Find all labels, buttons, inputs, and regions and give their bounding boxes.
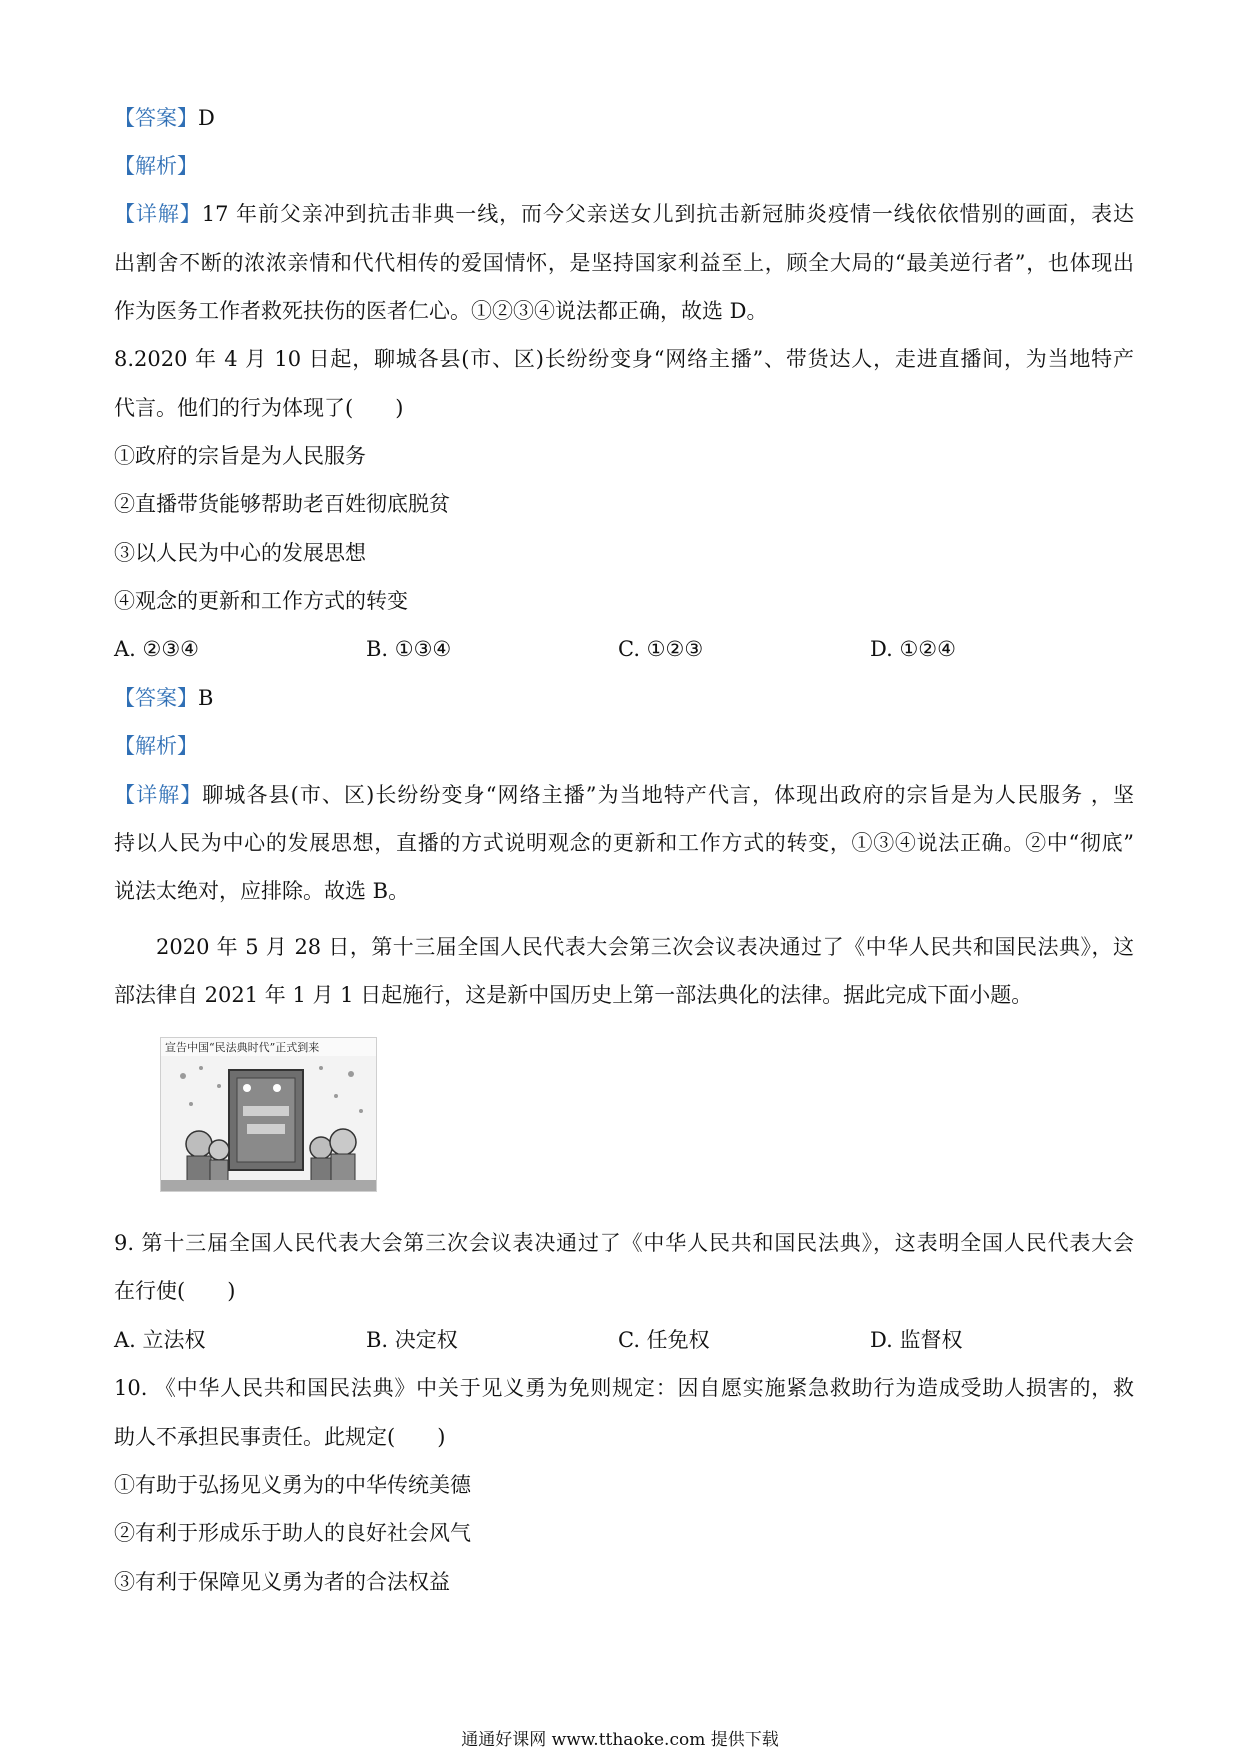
detail-tag: 【详解】 [114,202,202,226]
q8-statement-4: ④观念的更新和工作方式的转变 [114,589,408,613]
q10-stem-line-2: 助人不承担民事责任。此规定( ) [114,1425,446,1449]
q9-option-a: A. 立法权 [114,1328,206,1352]
q9-stem-line-2: 在行使( ) [114,1279,236,1303]
detail-text: 聊城各县(市、区)长纷纷变身“网络主播”为当地特产代言，体现出政府的宗旨是为人民服务 ，坚 [202,783,1135,807]
material-line-1: 2020 年 5 月 28 日，第十三届全国人民代表大会第三次会议表决通过了《中华人民共和国民法典》，这 [156,935,1134,959]
cartoon-illustration [161,1056,376,1191]
answer-value: B [198,686,214,710]
q10-stem-line-1: 10. 《中华人民共和国民法典》中关于见义勇为免则规定：因自愿实施紧急救助行为造成受助人损害的，救 [114,1376,1134,1400]
q8-answer [114,683,1134,713]
q8-detail-line-2: 持以人民为中心的发展思想，直播的方式说明观念的更新和工作方式的转变，①③④说法正确。②中“彻底” [114,831,1134,855]
q8-option-a: A. ②③④ [114,637,199,661]
material-line-2: 部法律自 2021 年 1 月 1 日起施行，这是新中国历史上第一部法典化的法律。据此完成下面小题。 [114,983,1033,1007]
answer-tag: 【答案】 [114,106,198,130]
q8-statement-2: ②直播带货能够帮助老百姓彻底脱贫 [114,492,450,516]
q7-detail-line-3: 作为医务工作者救死扶伤的医者仁心。①②③④说法都正确，故选 D。 [114,299,768,323]
q9-option-d: D. 监督权 [870,1328,963,1352]
answer-value: D [198,106,215,130]
figure-caption: 宣告中国“民法典时代”正式到来 [165,1041,320,1054]
q8-statement-3: ③以人民为中心的发展思想 [114,541,366,565]
q7-analysis-tag: 【解析】 [114,154,198,178]
q7-detail-line-2: 出割舍不断的浓浓亲情和代代相传的爱国情怀，是坚持国家利益至上，顾全大局的“最美逆行者”，也体现出 [114,251,1134,275]
q8-option-b: B. ①③④ [366,637,452,661]
q8-detail-line-3: 说法太绝对，应排除。故选 B。 [114,879,410,903]
q10-statement-1: ①有助于弘扬见义勇为的中华传统美德 [114,1473,471,1497]
q7-detail-line-1 [114,199,1134,229]
q10-statement-3: ③有利于保障见义勇为者的合法权益 [114,1570,450,1594]
q8-analysis-tag: 【解析】 [114,734,198,758]
page-footer: 通通好课网 www.tthaoke.com 提供下载 [461,1730,779,1750]
q8-detail-line-1 [114,780,1134,810]
civil-code-illustration [160,1037,377,1192]
q7-answer [114,103,1134,133]
q8-stem-line-1: 8.2020 年 4 月 10 日起，聊城各县(市、区)长纷纷变身“网络主播”、带货达人，走进直播间，为当地特产 [114,347,1134,371]
q10-statement-2: ②有利于形成乐于助人的良好社会风气 [114,1521,471,1545]
q9-option-b: B. 决定权 [366,1328,458,1352]
q9-stem-line-1: 9. 第十三届全国人民代表大会第三次会议表决通过了《中华人民共和国民法典》，这表明全国人民代表大会 [114,1231,1134,1255]
answer-tag: 【答案】 [114,686,198,710]
detail-text: 17 年前父亲冲到抗击非典一线，而今父亲送女儿到抗击新冠肺炎疫情一线依依惜别的画面，表达 [201,202,1134,226]
detail-tag: 【详解】 [114,783,203,807]
q8-option-d: D. ①②④ [870,637,956,661]
q9-option-c: C. 任免权 [618,1328,710,1352]
q8-option-c: C. ①②③ [618,637,704,661]
q8-stem-line-2: 代言。他们的行为体现了( ) [114,396,404,420]
q8-statement-1: ①政府的宗旨是为人民服务 [114,444,366,468]
